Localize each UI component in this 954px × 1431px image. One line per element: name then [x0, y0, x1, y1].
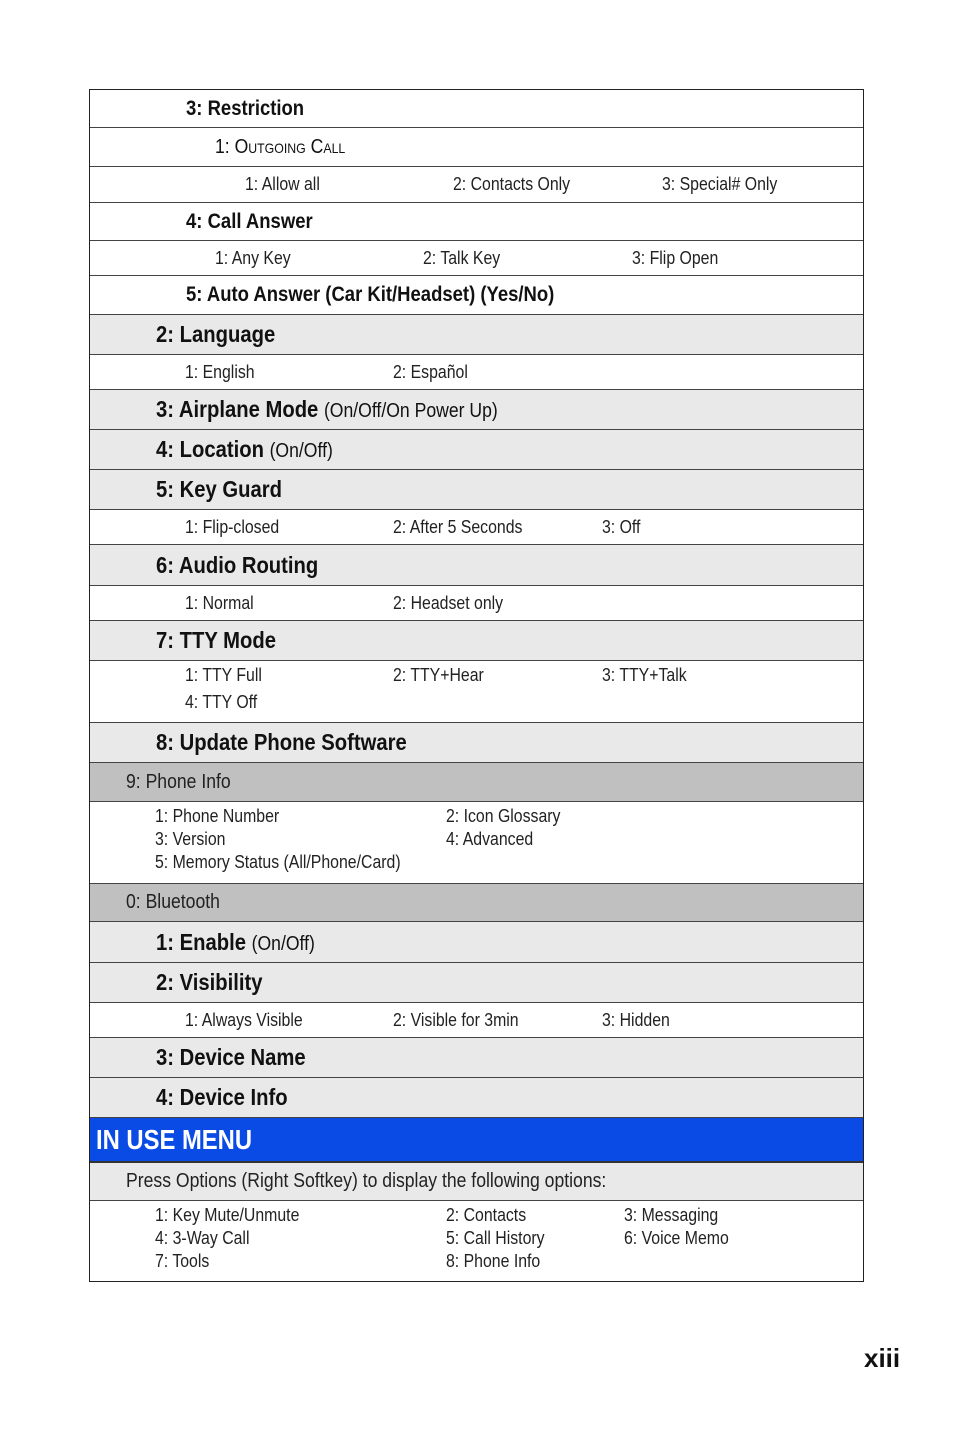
phone-info-heading: 9: Phone Info	[126, 770, 231, 793]
option-normal: 1: Normal	[185, 592, 254, 613]
update-software-heading: 8: Update Phone Software	[156, 729, 407, 755]
audio-routing-heading: 6: Audio Routing	[156, 551, 319, 578]
airplane-mode-label: 3: Airplane Mode	[156, 396, 319, 422]
row-phone-info-options	[90, 802, 863, 884]
option-version: 3: Version	[155, 829, 226, 849]
row-language-options	[90, 355, 863, 390]
airplane-mode-note: (On/Off/On Power Up)	[323, 400, 498, 422]
row-airplane-mode	[90, 390, 863, 430]
option-tty-off: 4: TTY Off	[185, 692, 258, 712]
row-call-answer	[90, 203, 863, 241]
device-name-heading: 3: Device Name	[156, 1044, 306, 1070]
row-auto-answer	[90, 276, 863, 315]
row-phone-info	[90, 763, 863, 802]
option-off: 3: Off	[602, 516, 641, 537]
row-location	[90, 430, 863, 470]
row-in-use-instruction	[90, 1163, 863, 1201]
option-hidden: 3: Hidden	[602, 1009, 670, 1030]
option-memory-status: 5: Memory Status (All/Phone/Card)	[155, 852, 401, 872]
menu-table	[89, 89, 864, 1282]
option-messaging: 3: Messaging	[624, 1205, 719, 1225]
airplane-mode-heading	[156, 396, 498, 423]
option-flip-closed: 1: Flip-closed	[185, 516, 280, 537]
device-info-heading: 4: Device Info	[156, 1084, 288, 1110]
row-visibility-options	[90, 1003, 863, 1038]
option-contacts-only: 2: Contacts Only	[453, 174, 571, 194]
option-icon-glossary: 2: Icon Glossary	[446, 806, 561, 826]
call-answer-heading: 4: Call Answer	[186, 209, 313, 233]
enable-heading	[156, 929, 315, 956]
option-advanced: 4: Advanced	[446, 829, 534, 849]
row-language	[90, 315, 863, 355]
row-restriction	[90, 90, 863, 128]
row-device-name	[90, 1038, 863, 1078]
enable-label: 1: Enable	[156, 928, 246, 955]
location-note: (On/Off)	[269, 440, 333, 462]
option-phone-info: 8: Phone Info	[446, 1251, 541, 1271]
option-phone-number: 1: Phone Number	[155, 806, 280, 826]
option-tools: 7: Tools	[155, 1251, 210, 1271]
option-after-5-seconds: 2: After 5 Seconds	[393, 516, 523, 537]
option-flip-open: 3: Flip Open	[632, 247, 719, 268]
option-voice-memo: 6: Voice Memo	[624, 1228, 729, 1248]
row-audio-routing	[90, 545, 863, 586]
location-heading	[156, 436, 333, 463]
location-label: 4: Location	[156, 436, 264, 462]
option-call-history: 5: Call History	[446, 1228, 545, 1248]
option-visible-3min: 2: Visible for 3min	[393, 1009, 519, 1030]
tty-mode-heading: 7: TTY Mode	[156, 627, 276, 653]
outgoing-call-heading: 1: Outgoing Call	[215, 135, 346, 158]
row-audio-routing-options	[90, 586, 863, 621]
row-call-answer-options	[90, 241, 863, 276]
bluetooth-heading: 0: Bluetooth	[126, 891, 220, 913]
enable-note: (On/Off)	[251, 932, 315, 955]
option-special-only: 3: Special# Only	[662, 174, 778, 194]
option-espanol: 2: Español	[393, 361, 468, 382]
option-always-visible: 1: Always Visible	[185, 1009, 303, 1030]
option-tty-hear: 2: TTY+Hear	[393, 665, 484, 685]
row-in-use-options	[90, 1201, 863, 1281]
row-tty-options	[90, 661, 863, 723]
page-number: xiii	[864, 1343, 901, 1373]
option-tty-talk: 3: TTY+Talk	[602, 665, 687, 685]
row-tty-mode	[90, 621, 863, 661]
row-outgoing-call	[90, 128, 863, 167]
option-talk-key: 2: Talk Key	[423, 247, 501, 268]
row-visibility	[90, 963, 863, 1003]
option-any-key: 1: Any Key	[215, 247, 291, 268]
row-enable	[90, 922, 863, 963]
row-device-info	[90, 1078, 863, 1118]
row-outgoing-options	[90, 167, 863, 203]
row-bluetooth	[90, 884, 863, 922]
option-3-way-call: 4: 3-Way Call	[155, 1228, 250, 1248]
option-key-mute: 1: Key Mute/Unmute	[155, 1205, 300, 1225]
option-contacts: 2: Contacts	[446, 1205, 527, 1225]
row-key-guard-options	[90, 510, 863, 545]
language-heading: 2: Language	[156, 321, 276, 347]
row-update-software	[90, 723, 863, 763]
option-tty-full: 1: TTY Full	[185, 665, 262, 685]
key-guard-heading: 5: Key Guard	[156, 476, 282, 502]
in-use-instruction: Press Options (Right Softkey) to display the following options:	[126, 1170, 607, 1192]
option-headset-only: 2: Headset only	[393, 592, 504, 613]
option-english: 1: English	[185, 361, 255, 382]
option-allow-all: 1: Allow all	[245, 174, 320, 194]
in-use-menu-title: IN USE MENU	[96, 1123, 253, 1155]
row-key-guard	[90, 470, 863, 510]
restriction-heading: 3: Restriction	[186, 96, 305, 120]
in-use-menu-header	[90, 1118, 863, 1163]
auto-answer-heading: 5: Auto Answer (Car Kit/Headset) (Yes/No)	[186, 283, 555, 306]
visibility-heading: 2: Visibility	[156, 969, 263, 995]
